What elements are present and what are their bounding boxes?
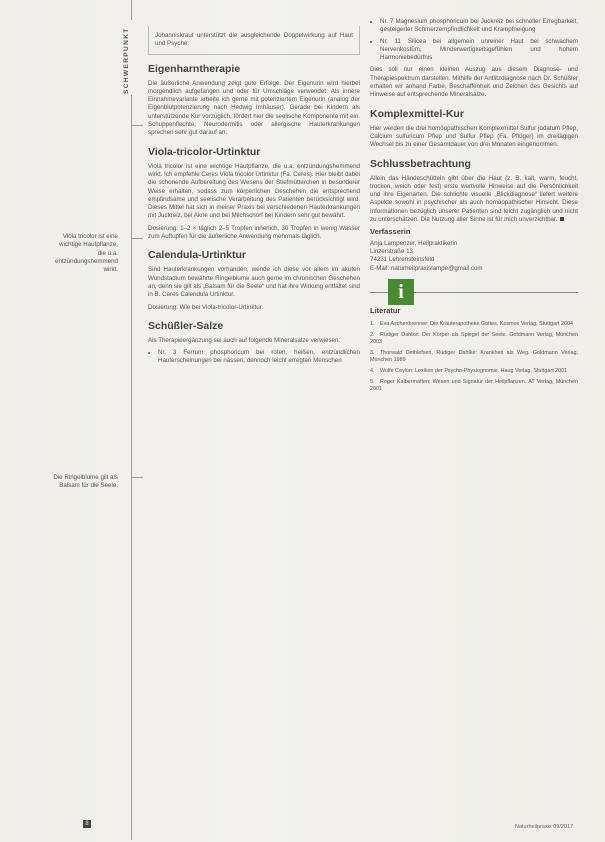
list-item: • Nr. 3 Ferrum phosphoricum bei roten, heißen, entzündlichen Hauterscheinungen bei nässen, dennoch leicht erregten Menschen [158,349,360,366]
literature-item: 2. Rüdiger Dahlke: Der Körper als Spiegel der Seele. Goldmann Verlag, München 2003 [370,332,578,346]
paragraph: Sind Hauterkrankungen vorhanden, wende ich diese vor allem im akuten Wundstadium bewährte Ringelblume auch gerne im chronischen Geschehen an, denn sie gilt als „Balsam für die Seele“ und hat ihre Wirkung entfaltet sind in B. Ceres Calendula Urtinktur. [148,266,360,299]
info-divider [370,279,578,305]
paragraph: Hier werden die drei homöopathischen Komplexmittel Sulfur jodatum Pflep, Calcium sulfuricum Pflep und Sulfur Pflep (Fa. Pflüger) im dreitägigen Wechsel bis zu einer Gesamtdauer von drei Monaten eingenommen. [370,124,578,149]
intro-box [148,26,360,55]
literature-item: 3. Thorwald Dethlefsen, Rüdiger Dahlke: Krankheit als Weg. Goldmann Verlag, München 1989 [370,350,578,364]
page-marker: 8 [83,820,91,828]
heading-komplexmittel: Komplexmittel-Kur [370,107,464,120]
author-line: Anja Lampenzer, Heilpraktikerin [370,239,458,247]
heading-schluss: Schlussbetrachtung [370,157,471,170]
heading-schuessler: Schüßler-Salze [148,319,224,332]
paragraph: Dosierung: Wie bei Viola-tricolor-Urtinktur. [148,303,264,311]
author-email[interactable]: E-Mail: naturheilpraxislampe@gmail.com [370,264,483,272]
literature-item: 1. Eva Aschenbrenner: Die Kräuterapotheke Gottes. Kosmos Verlag, Stuttgart 2004 [370,321,573,328]
sidenote-calendula: Die Ringelblume gilt als Balsam für die Seele. [53,474,118,490]
bullet-list [148,349,360,366]
list-item: • Nr. 11 Silicea bei allgemein unreiner Haut bei schwachem Nervenkostüm, Minderwertigkeitsgefühlen und hohem Harmoniebedürfnis [380,38,578,63]
heading-eigenharn: Eigenharntherapie [148,62,241,75]
literature-list [370,321,578,393]
author-line: 74231 Lehrensteinsfeld [370,256,435,264]
sidenote-viola: Viola tricolor ist eine wichtige Hautpflanze, die u.a. entzündungshemmend wirkt. [55,233,118,274]
literature-item: 5. Roger Kalbermatten: Wesen und Signatur der Heilpflanzen. AT Verlag, München 2001 [370,379,578,393]
paragraph [370,175,578,225]
literature-heading: Literatur [370,305,401,315]
journal-footer: Naturheilpraxis 09/2017 [515,824,574,830]
end-mark-icon [560,217,564,221]
literature-item: 4. Wolfe Ceylon: Lexikon der Psycho-Physiognomie. Haug Verlag, Stuttgart 2001 [370,368,568,375]
vertical-rule [131,95,132,840]
right-column [370,18,578,400]
intro-text: Johanniskraut unterstützt die ausgleichende Doppelwirkung auf Haut und Psyche. [155,32,353,48]
paragraph-text: Allein das Händeschütteln gibt über die Haut (z. B. kalt, warm, feucht, trocken, weich oder fest) erste wertvolle Hinweise auf die Persönlichkeit und ihre Eigenarten. Die schlichte visuelle „Blickdiagnose“ liefert weitere Aspekte sowohl in psychischer als auch homöopathischer Hinsicht. Diese Informationen bezüglich unserer Patienten sind leicht zugänglich und nicht zu unterschätzen. Die Nutzung aller Sinne ist für mich unverzichtbar. [370,174,578,224]
rule-tick [131,238,143,239]
heading-viola: Viola-tricolor-Urtinktur [148,145,261,158]
left-column [148,26,360,370]
paragraph: Als Therapieergänzung sei auch auf folgende Mineralsalze verwiesen: [148,336,341,344]
paragraph: Die äußerliche Anwendung zeigt gute Erfolge. Der Eigenurin wird hierbei morgendlich aufgefangen und oder für Umschläge verwendet. Als innere Einnahmevariante arbeite ich gerne mit potenziertem Eigenurin (analog der Eigenblutpotenzierung nach Hedwig Imhäuser). Gerade bei Kindern als unterstützende Kur vorzüglich, fördert hier die seelische Komponente mit ein. Schuppenflechte, Neurodermitis oder allergische Hauterkrankungen sprechen sehr gut darauf an. [148,79,360,137]
paragraph: Dies soll nur einen kleinen Auszug aus diesem Diagnose- und Therapiespektrum darstellen. Mithilfe der Antlitzdiagnose nach Dr. Schüßler erhalten wir anhand Farbe, Beschaffenheit und Zeichen des Gesichts auf Hinweise auf entsprechende Mineralsalze. [370,66,578,99]
info-icon: i [388,279,414,305]
bullet-list [370,18,578,62]
author-line: Linzerstraße 13 [370,247,413,255]
list-item: • Nr. 7 Magnesium phosphoricum bei Juckreiz bei schneller Erregbarkeit, gesteigerter Schmerzempfindlichkeit und Krampfneigung [380,18,578,35]
rule-tick [131,125,143,126]
rule-tick [131,477,143,478]
author-heading: Verfasserin [370,227,411,237]
paragraph: Viola tricolor ist eine wichtige Hautpflanze, die u.a. entzündungshemmend wirkt. Ich empfehle Ceres Viola tricolor Urtinktur (Fa. Ceres). Hier bleibt dabei die schonende Aufbereitung des Wesens der Stiefmütterchen in besonderer Weise erhalten, sodass zum körperlichen Geschehen die entsprechend empfindsame und seelische Verarbeitung des Patienten berücksichtigt wird. Dieses Mittel hat sich in meiner Praxis bei verschiedenen Hauterkrankungen mit Juckreiz, bei Akne und bei Milchschorf bei Kindern sehr gut bewährt. [148,162,360,220]
heading-calendula: Calendula-Urtinktur [148,249,247,262]
paragraph: Dosierung: 1–2 × täglich 2–5 Tropfen innerlich, 30 Tropfen in wenig Wasser zum Auftupfen für die äußerliche Anwendung mehrmals täglich. [148,224,360,241]
rubric-label: SCHWERPUNKT [123,27,130,94]
rule-top [131,0,132,20]
